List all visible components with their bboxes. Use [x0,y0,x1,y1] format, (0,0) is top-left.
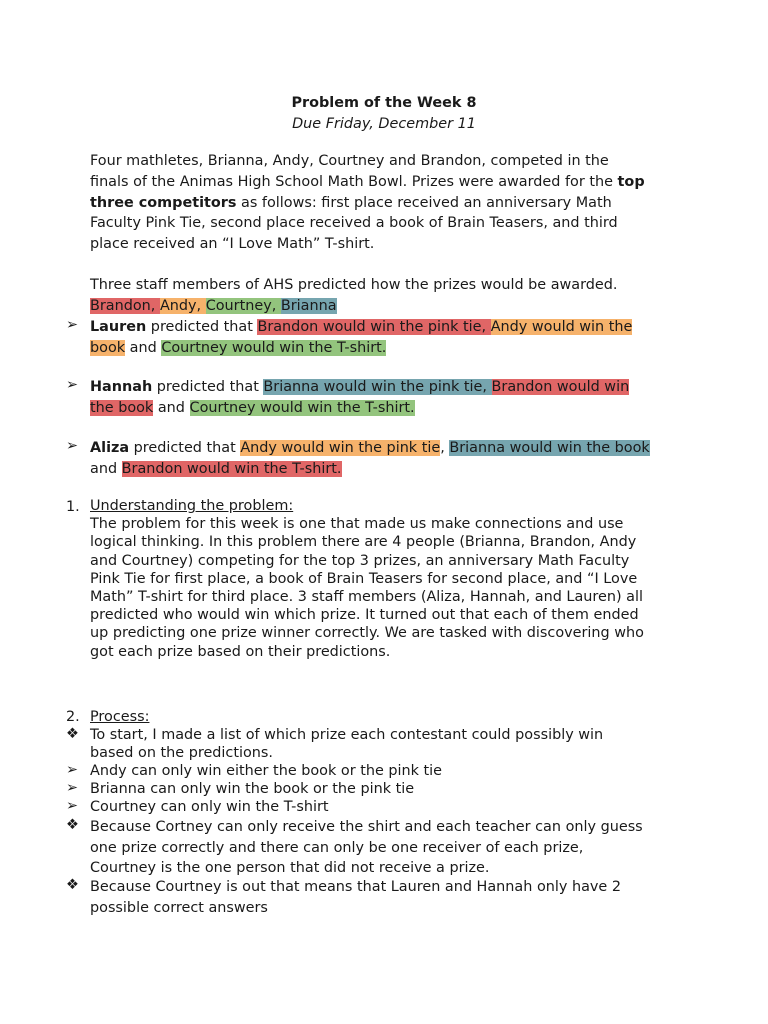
intro-line: Faculty Pink Tie, second place received a book of Brain Teasers, and third [90,215,618,232]
section-number: 1. [66,499,80,515]
key-courtney: Courtney, [205,297,281,314]
intro-line: place received an “I Love Math” T-shirt. [90,236,375,253]
paragraph-line: Math” T-shirt for third place. 3 staff members (Aliza, Hannah, and Lauren) all [90,588,643,605]
arrow-bullet-icon: ➢ [66,780,79,796]
section-understanding [90,497,690,661]
paragraph-line: got each prize based on their predictions. [90,643,391,660]
paragraph-line: logical thinking. In this problem there are 4 people (Brianna, Brandon, Andy [90,534,637,551]
diamond-bullet-icon: ❖ [66,817,79,833]
intro-line: finals of the Animas High School Math Bowl. Prizes were awarded for the top [90,173,645,190]
arrow-bullet-icon: ➢ [66,438,79,454]
intro-line: Four mathletes, Brianna, Andy, Courtney and Brandon, competed in the [90,153,609,169]
paragraph-line: The problem for this week is one that made us make connections and use [90,516,624,533]
key-andy: Andy, [159,297,206,314]
paragraph-line: and Courtney) competing for the top 3 prizes, an anniversary Math Faculty [90,552,630,569]
intro-paragraph [90,151,690,255]
section-heading: Understanding the problem: [90,498,294,514]
document-title: Problem of the Week 8 [291,95,477,111]
arrow-bullet-icon: ➢ [66,798,79,814]
arrow-bullet-icon: ➢ [66,317,79,333]
document-page: Problem of the Week 8 Due Friday, December 11 Four mathletes, Brianna, Andy, Courtney and Brandon, competed in the finals of the Animas High School Math Bowl. Prizes were awarded for the top three competitors as follows: first place received an anniversary Math Faculty Pink Tie, second place received a book of Brain Teasers, and third place received an “I Love Math” T-shirt. Three staff members of AHS predicted how the prizes would be awarded. Brandon, Andy, Courtney, Brianna ➢ Lauren predicted that Brandon would win the pink tie, Andy would win the book and Courtney would win the T-shirt. ➢ Hannah predicted that Brianna would win the pink tie, Brandon would win the book and Courtney would win the T-shirt. ➢ Aliza predicted that Andy would win the pink tie, Brianna would win the book and Brandon would win the T-shirt. 1. Understanding the problem: The problem for this week is one that made us make connections and use logical thinking. In this problem there are 4 people (Brianna, Brandon, Andy and Courtney) competing for the top 3 prizes, an anniversary Math Faculty Pink Tie for first place, a book of Brain Teasers for second place, and “I Love Math” T-shirt for third place. 3 staff members (Aliza, Hannah, and Lauren) all predicted who would win which prize. It turned out that each of them ended up predicting one prize winner correctly. We are tasked with discovering who got each prize based on their predictions. 2. Process: ❖ To start, I made a list of which prize each contestant could possibly win based on the predictions. ➢ Andy can only win either the book or the pink tie ➢ Brianna can only win the book or the pink tie ➢ Courtney can only win the T-shirt ❖ Because Cortney can only receive the shirt and each teacher can only guess one prize correctly and there can only be one receiver of each prize, Courtney is the one person that did not receive a prize. ❖ Because Courtney is out that means that Lauren and Hannah only have 2 possible correct answers [0,0,768,1024]
due-date: Due Friday, December 11 [292,116,476,132]
diamond-bullet-icon: ❖ [66,726,79,742]
diamond-bullet-icon: ❖ [66,877,79,893]
staff-line: Three staff members of AHS predicted how the prizes would be awarded. [90,277,618,293]
intro-line: three competitors as follows: first place received an anniversary Math [90,194,612,211]
paragraph-line: predicted who would win which prize. It turned out that each of them ended [90,607,639,624]
color-key [90,296,690,317]
paragraph-line: up predicting one prize winner correctly. We are tasked with discovering who [90,625,644,642]
section-number: 2. [66,709,80,725]
paragraph-line: Pink Tie for first place, a book of Brain Teasers for second place, and “I Love [90,570,638,587]
key-brandon: Brandon, [90,297,160,314]
arrow-bullet-icon: ➢ [66,762,79,778]
staff-paragraph [90,275,690,317]
arrow-bullet-icon: ➢ [66,377,79,393]
key-brianna: Brianna [280,297,337,314]
section-heading: Process: [90,709,150,725]
